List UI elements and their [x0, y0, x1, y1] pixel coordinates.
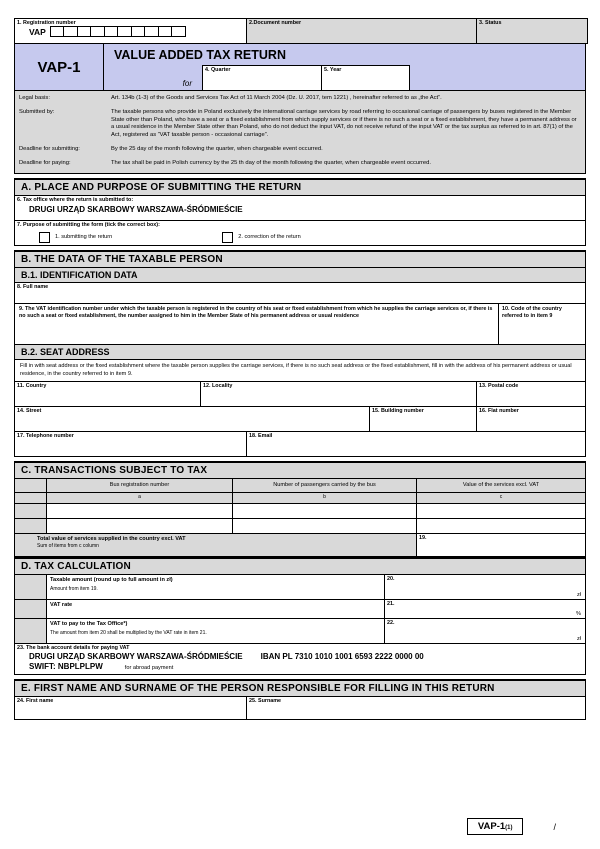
document-number-field[interactable] [247, 19, 477, 43]
vat-id-label: 9. The VAT identification number under which the taxable person is registered in the country of his seat or fixed establishment from which he supplies the carriage services or, if there is no such a seat or fixed establishment, the number assigned to him in the Member State of his permanent address or usual residence [19, 305, 493, 319]
section-a-heading: A. PLACE AND PURPOSE OF SUBMITTING THE RETURN [14, 178, 586, 196]
tax-office-field[interactable] [14, 196, 586, 221]
legal-basis-label: Legal basis: [19, 95, 50, 101]
table-row[interactable] [14, 504, 586, 519]
total-value-amount-cell[interactable] [417, 534, 585, 556]
transactions-subheader-row [14, 493, 586, 504]
total-value-number: 19. [419, 535, 427, 542]
section-e-heading: E. FIRST NAME AND SURNAME OF THE PERSON RESPONSIBLE FOR FILLING IN THIS RETURN [14, 679, 586, 697]
year-label: 5. Year [324, 67, 342, 73]
taxable-amount-sublabel: Amount from item 19. [50, 586, 98, 593]
first-name-field[interactable] [15, 697, 247, 719]
col-passengers-header: Number of passengers carried by the bus [233, 479, 417, 492]
total-value-label: Total value of services supplied in the country excl. VAT [37, 536, 186, 543]
flat-number-label: 16. Flat number [479, 408, 519, 415]
table-row[interactable] [14, 519, 586, 534]
full-name-label: 8. Full name [17, 283, 49, 290]
vat-id-field[interactable] [15, 304, 499, 344]
total-value-label-cell [15, 534, 417, 556]
taxable-amount-row[interactable] [14, 575, 586, 600]
form-main-title: VALUE ADDED TAX RETURN [114, 48, 286, 62]
surname-field[interactable] [247, 697, 585, 719]
street-label: 14. Street [17, 408, 42, 415]
taxable-amount-unit: zł [576, 592, 581, 599]
quarter-field[interactable] [202, 65, 322, 91]
taxable-amount-label: Taxable amount (round up to full amount in zł) [50, 577, 173, 584]
bank-name: DRUGI URZĄD SKARBOWY WARSZAWA-ŚRÓDMIEŚCIE [29, 652, 243, 662]
section-b1-heading: B.1. IDENTIFICATION DATA [14, 268, 586, 283]
purpose-option1-label: 1. submitting the return [55, 234, 113, 241]
col-bus-registration-header: Bus registration number [47, 479, 233, 492]
vat-rate-number: 21. [387, 601, 395, 608]
building-number-label: 15. Building number [372, 408, 424, 415]
building-number-field[interactable] [370, 407, 477, 431]
status-field[interactable] [477, 19, 587, 43]
section-d-heading: D. TAX CALCULATION [14, 557, 586, 575]
registration-number-field[interactable] [15, 19, 247, 43]
footer-form-code-box [467, 818, 524, 835]
bank-account-label: 23. The bank account details for paying VAT [17, 645, 130, 652]
responsible-person-row [14, 697, 586, 720]
registration-number-boxes[interactable] [50, 26, 186, 37]
vat-rate-unit: % [576, 611, 581, 618]
section-b-heading: B. THE DATA OF THE TAXABLE PERSON [14, 250, 586, 268]
vat-to-pay-number: 22. [387, 620, 395, 627]
bank-iban: IBAN PL 7310 1010 1001 6593 2222 0000 00 [260, 652, 424, 662]
submitted-by-text: The taxable persons who provide in Poland exclusively the international carriage services by road referring to occasional carriage of passengers by buses registered in the Member State other than Poland, who have a seat or a fixed establishment from which supply services or if there is no such a seat or a fixed establishment, they have a permanent address or a usual residence in the Member State other than Poland, who do not deduct the input VAT, do not receive refund of the input VAT or the tax surplus as referred to in art. 87(1) of the Act, registered as “VAT taxable person - occasional carriage”. [111, 108, 577, 139]
footer-form-version: (1) [505, 825, 513, 831]
vat-rate-row[interactable] [14, 600, 586, 619]
country-field[interactable] [15, 382, 201, 406]
taxable-amount-number: 20. [387, 576, 395, 583]
section-b2-text: Fill in with seat address or the fixed establishment where the taxable person supplies the carriage services, if there is no such seat address or the fixed establishment, fill in with the address of his permanent address or usual residence, in the country referred to in item 9. [20, 362, 572, 377]
street-field[interactable] [15, 407, 370, 431]
telephone-field[interactable] [15, 432, 247, 456]
postal-code-label: 13. Postal code [479, 383, 519, 390]
bank-swift-note: for abroad payment [124, 665, 174, 672]
address-row-1 [14, 382, 586, 407]
quarter-label: 4. Quarter [205, 67, 231, 73]
year-field[interactable] [322, 65, 410, 91]
locality-label: 12. Locality [203, 383, 233, 390]
vat-to-pay-row[interactable] [14, 619, 586, 644]
tax-office-label: 6. Tax office where the return is submitted to: [17, 196, 134, 203]
section-c-heading: C. TRANSACTIONS SUBJECT TO TAX [14, 461, 586, 479]
deadline-paying-text: The tax shall be paid in Polish currency by the 25 th day of the month following the quarter, when chargeable event occurred. [111, 159, 431, 166]
vat-to-pay-unit: zł [576, 636, 581, 643]
taxable-amount-value-cell[interactable] [385, 575, 585, 599]
col-a-letter: a [47, 493, 233, 503]
locality-field[interactable] [201, 382, 477, 406]
address-row-2 [14, 407, 586, 432]
footer-form-code: VAP-1 [477, 821, 506, 832]
address-row-3 [14, 432, 586, 457]
section-b2-instructions [14, 360, 586, 383]
flat-number-field[interactable] [477, 407, 585, 431]
full-name-field[interactable] [14, 283, 586, 304]
postal-code-field[interactable] [477, 382, 585, 406]
tax-office-value: DRUGI URZĄD SKARBOWY WARSZAWA-ŚRÓDMIEŚCIE [29, 204, 243, 214]
transactions-header-row [14, 479, 586, 493]
col-value-header: Value of the services excl. VAT [462, 482, 540, 489]
country-code-field[interactable] [499, 304, 585, 344]
bank-swift: SWIFT: NBPLPLPW [29, 662, 103, 672]
surname-label: 25. Surname [249, 698, 282, 705]
submitted-by-label: Submitted by: [19, 108, 55, 115]
purpose-field[interactable] [14, 221, 586, 246]
vat-to-pay-sublabel: The amount from item 20 shall be multiplied by the VAT rate in item 21. [50, 630, 207, 637]
legal-basis-text: Art. 134b (1-3) of the Goods and Services Tax Act of 11 March 2004 (Dz. U. 2017, tem 1221) , hereinafter referred to as „the Act”. [111, 95, 442, 101]
purpose-option2-checkbox[interactable] [222, 232, 233, 243]
vat-to-pay-value-cell[interactable] [385, 619, 585, 643]
for-label: for [182, 79, 192, 88]
footer-page-separator: / [553, 821, 556, 832]
registration-number-value: VAP [29, 26, 46, 37]
status-label: 3. Status [479, 20, 502, 26]
country-label: 11. Country [17, 383, 47, 390]
vat-rate-value-cell[interactable] [385, 600, 585, 618]
page-footer [14, 818, 586, 835]
first-name-label: 24. First name [17, 698, 54, 705]
section-b2-heading: B.2. SEAT ADDRESS [14, 345, 586, 360]
vat-rate-label: VAT rate [50, 602, 73, 609]
document-number-label: 2.Document number [249, 20, 302, 26]
purpose-option2-label: 2. correction of the return [238, 234, 301, 241]
telephone-label: 17. Telephone number [17, 433, 74, 440]
email-label: 18. Email [249, 433, 273, 440]
form-code: VAP-1 [15, 44, 104, 90]
vat-rate-label-cell [47, 600, 385, 618]
col-c-letter: c [499, 494, 503, 501]
taxable-amount-label-cell [47, 575, 385, 599]
vat-to-pay-label: VAT to pay to the Tax Office*) [50, 621, 128, 628]
vat-to-pay-label-cell [47, 619, 385, 643]
vat-id-row [14, 304, 586, 345]
total-value-sublabel: Sum of items from c column [37, 543, 99, 550]
col-b-letter: b [233, 493, 417, 503]
deadline-submitting-text: By the 25 day of the month following the quarter, when chargeable event occurred. [111, 146, 323, 153]
purpose-label: 7. Purpose of submitting the form (tick the correct box): [17, 221, 160, 228]
purpose-option1-checkbox[interactable] [39, 232, 50, 243]
bank-account-block [14, 644, 586, 675]
email-field[interactable] [247, 432, 585, 456]
total-value-row[interactable] [14, 534, 586, 557]
header-identification-row [14, 18, 588, 44]
deadline-paying-label: Deadline for paying: [19, 159, 71, 166]
registration-number-label: 1. Registration number [17, 20, 76, 26]
form-title-bar [14, 44, 586, 91]
deadline-submitting-label: Deadline for submitting: [19, 146, 80, 153]
legal-basis-block [14, 91, 586, 174]
country-code-label: 10. Code of the country referred to in item 9 [502, 305, 562, 319]
